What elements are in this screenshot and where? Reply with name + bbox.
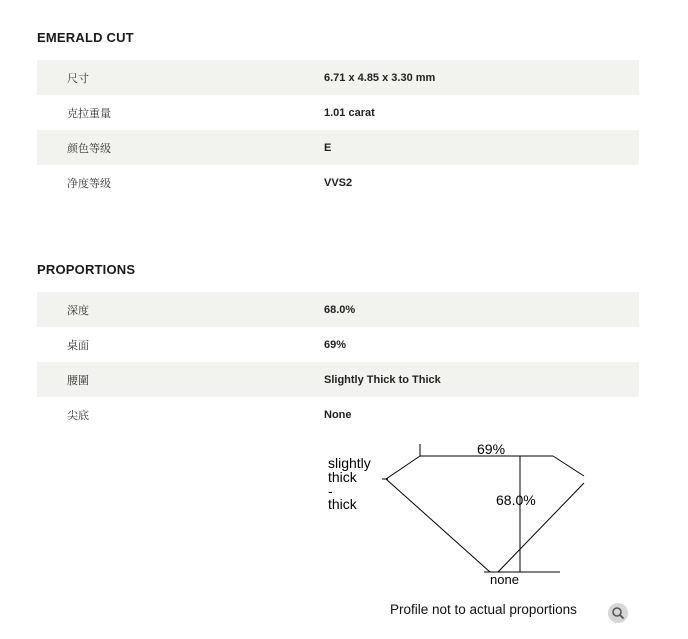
girdle-label-line2: thick [328,469,357,485]
table-row [37,130,639,165]
girdle-label-line3: - [328,483,333,499]
row-label-clarity: 净度等级 [67,177,111,190]
table-row [37,165,639,200]
table-row [37,397,639,432]
row-label-table: 桌面 [67,339,89,352]
magnifier-icon[interactable] [608,603,628,623]
row-value-girdle: Slightly Thick to Thick [324,373,441,386]
table-row [37,292,639,327]
emerald-cut-title: EMERALD CUT [37,30,134,45]
profile-caption: Profile not to actual proportions [390,602,577,617]
proportions-table [37,292,639,432]
row-label-dimensions: 尺寸 [67,72,89,85]
row-value-dimensions: 6.71 x 4.85 x 3.30 mm [324,71,436,84]
row-value-color: E [324,141,332,154]
depth-percent-label: 68.0% [496,492,536,508]
table-row [37,327,639,362]
table-row [37,362,639,397]
row-value-depth: 68.0% [324,303,356,316]
row-value-culet: None [324,408,352,421]
girdle-label-line1: slightly [328,455,371,471]
row-value-carat: 1.01 carat [324,106,375,119]
row-label-carat: 克拉重量 [67,107,111,120]
row-label-color: 颜色等级 [67,142,111,155]
row-value-clarity: VVS2 [324,176,353,189]
emerald-cut-table [37,60,639,200]
row-label-girdle: 腰圍 [67,374,89,387]
proportions-title: PROPORTIONS [37,262,136,277]
row-label-depth: 深度 [67,304,89,317]
diamond-outline [382,444,584,572]
table-row [37,95,639,130]
table-percent-label: 69% [477,441,506,457]
girdle-label-line4: thick [328,496,357,512]
culet-label: none [490,572,519,587]
row-label-culet: 尖底 [67,409,89,422]
table-row [37,60,639,95]
profile-diagram [320,436,600,596]
magnifier-glyph [611,606,625,620]
row-value-table: 69% [324,338,347,351]
